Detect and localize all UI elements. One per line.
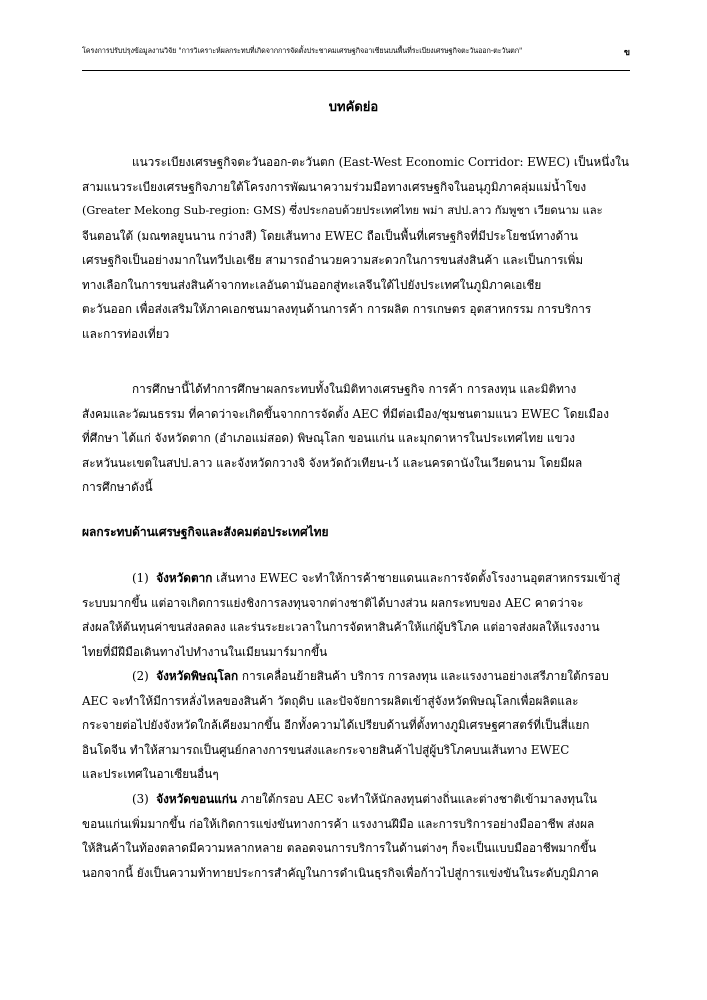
running-header: [82, 40, 630, 70]
paragraph-line: สะหวันนะเขตในสปป.ลาว และจังหวัดกวางจิ จังหวัดถัวเทียน-เว้ และนครดานังในเวียดนาม โดยมีผล: [82, 455, 583, 470]
paragraph-line: การศึกษาดังนี้: [82, 480, 153, 494]
paragraph-line: (Greater Mekong Sub-region: GMS) ซึ่งประกอบด้วยประเทศไทย พม่า สปป.ลาว กัมพูชา เวียดนาม และ: [82, 204, 603, 217]
page-number: ข: [623, 48, 630, 58]
finding-phitsanulok: [82, 664, 630, 787]
paragraph-line: ระบบมากขึ้น แต่อาจเกิดการแย่งชิงการลงทุนจากต่างชาติได้บางส่วน ผลกระทบของ AEC คาดว่าจะ: [82, 595, 584, 610]
paragraph-line: สามแนวระเบียงเศรษฐกิจภายใต้โครงการพัฒนาความร่วมมือทางเศรษฐกิจในอนุภูมิภาคลุ่มแม่น้ำโขง: [82, 179, 587, 194]
finding-text: ภายใต้กรอบ AEC จะทำให้นักลงทุนต่างถิ่นและต่างชาติเข้ามาลงทุนใน: [240, 792, 597, 806]
province-name: จังหวัดตาก: [156, 571, 213, 585]
paragraph-line: จีนตอนใต้ (มณฑลยูนนาน กว่างสี) โดยเส้นทาง EWEC ถือเป็นพื้นที่เศรษฐกิจที่มีประโยชน์ทางด้าน: [82, 228, 578, 243]
paragraph-line: ไทยที่มีฝีมือเดินทางไปทำงานในเมียนมาร์มากขึ้น: [82, 644, 328, 659]
province-name: จังหวัดขอนแก่น: [156, 792, 237, 806]
paragraph-intro: [82, 150, 630, 346]
paragraph-line: ให้สินค้าในท้องตลาดมีความหลากหลาย ตลอดจนการบริการในด้านต่างๆ ก็จะเป็นแบบมืออาชีพมากขึ้น: [82, 841, 597, 855]
paragraph-line: ตะวันออก เพื่อส่งเสริมให้ภาคเอกชนมาลงทุนด้านการค้า การผลิต การเกษตร อุตสาหกรรม การบริการ: [82, 302, 592, 316]
finding-text: การเคลื่อนย้ายสินค้า บริการ การลงทุน และแรงงานอย่างเสรีภายใต้กรอบ: [241, 669, 609, 683]
paragraph-line: แนวระเบียงเศรษฐกิจตะวันออก-ตะวันตก (East-West Economic Corridor: EWEC) เป็นหนึ่งใน: [132, 155, 629, 169]
paragraph-line: และประเทศในอาเซียนอื่นๆ: [82, 767, 219, 781]
finding-tak: [82, 566, 630, 664]
paragraph-line: สังคมและวัฒนธรรม ที่คาดว่าจะเกิดขึ้นจากการจัดตั้ง AEC ที่มีต่อเมือง/ชุมชนตามแนว EWEC โดยเมือง: [82, 406, 609, 421]
paragraph-line: อินโดจีน ทำให้สามารถเป็นศูนย์กลางการขนส่งและกระจายสินค้าไปสู่ผู้บริโภคบนเส้นทาง EWEC: [82, 742, 570, 757]
header-divider: [82, 70, 630, 71]
paragraph-line: ขอนแก่นเพิ่มมากขึ้น ก่อให้เกิดการแข่งขันทางการค้า แรงงานฝีมือ และการบริการอย่างมืออาชีพ ส่งผล: [82, 816, 595, 831]
finding-text: เส้นทาง EWEC จะทำให้การค้าชายแดนและการจัดตั้งโรงงานอุตสาหกรรมเข้าสู่: [216, 571, 621, 585]
section-heading: ผลกระทบด้านเศรษฐกิจและสังคมต่อประเทศไทย: [82, 525, 329, 539]
paragraph-line: ที่ศึกษา ได้แก่ จังหวัดตาก (อำเภอแม่สอด) พิษณุโลก ขอนแก่น และมุกดาหารในประเทศไทย แขวง: [82, 431, 575, 445]
finding-khon-kaen: [82, 787, 630, 885]
paragraph-scope: [82, 377, 630, 500]
abstract-title: บทคัดย่อ: [328, 100, 379, 115]
finding-first-line: [82, 566, 630, 591]
paragraph-line: นอกจากนี้ ยังเป็นความท้าทายประการสำคัญในการดำเนินธุรกิจเพื่อก้าวไปสู่การแข่งขันในระดับภูมิภาค: [82, 865, 599, 880]
item-number: (1): [132, 571, 149, 585]
item-number: (2): [132, 669, 149, 683]
paragraph-line: AEC จะทำให้มีการหลั่งไหลของสินค้า วัตถุดิบ และปัจจัยการผลิตเข้าสู่จังหวัดพิษณุโลกเพื่อผลิตและ: [82, 693, 579, 708]
paragraph-line: การศึกษานี้ได้ทำการศึกษาผลกระทบทั้งในมิติทางเศรษฐกิจ การค้า การลงทุน และมิติทาง: [132, 382, 577, 396]
running-title: โครงการปรับปรุงข้อมูลงานวิจัย "การวิเคราะห์ผลกระทบที่เกิดจากการจัดตั้งประชาคมเศรษฐกิจอาเซียนบนพื้นที่ระเบียงเศรษฐกิจตะวันออก-ตะวันตก": [82, 46, 523, 55]
paragraph-line: ส่งผลให้ต้นทุนค่าขนส่งลดลง และร่นระยะเวลาในการจัดหาสินค้าให้แก่ผู้บริโภค แต่อาจส่งผลให้แรงงาน: [82, 620, 600, 634]
paragraph-line: และการท่องเที่ยว: [82, 326, 170, 341]
paragraph-line: เศรษฐกิจเป็นอย่างมากในทวีปเอเชีย สามารถอำนวยความสะดวกในการขนส่งสินค้า และเป็นการเพิ่ม: [82, 253, 584, 267]
paragraph-line: กระจายต่อไปยังจังหวัดใกล้เคียงมากขึ้น อีกทั้งความได้เปรียบด้านที่ตั้งทางภูมิเศรษฐศาสตร์ที่เป็นสี่แยก: [82, 718, 590, 732]
province-name: จังหวัดพิษณุโลก: [156, 669, 239, 683]
finding-first-line: [82, 664, 630, 689]
item-number: (3): [132, 792, 149, 806]
finding-first-line: [82, 787, 630, 812]
paragraph-line: ทางเลือกในการขนส่งสินค้าจากทะเลอันดามันออกสู่ทะเลจีนใต้ไปยังประเทศในภูมิภาคเอเชีย: [82, 277, 542, 292]
